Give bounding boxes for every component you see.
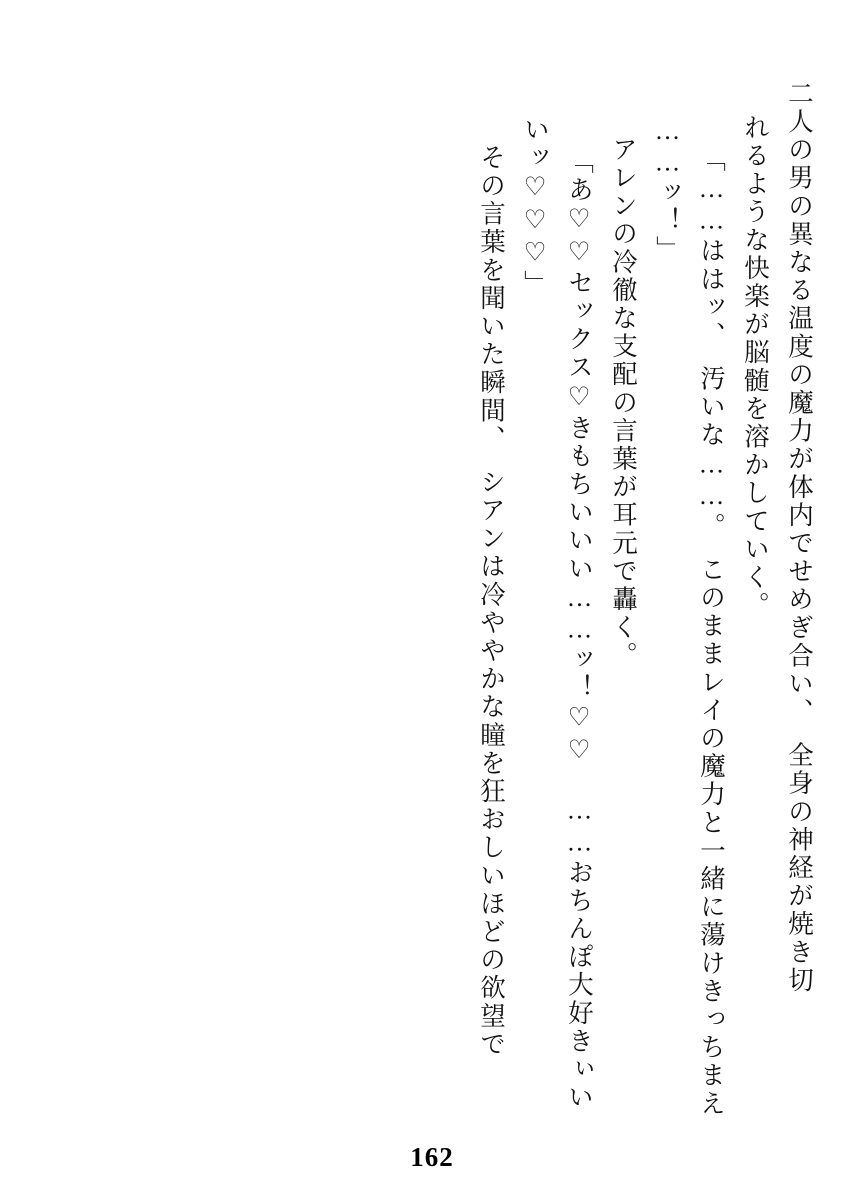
text-line: れるような快楽が脳髄を溶かしていく。 (741, 114, 770, 620)
vertical-text-body (52, 58, 812, 1118)
text-line: アレンの冷徹な支配の言葉が耳元で轟く。 (609, 136, 638, 670)
text-line: 「……ははッ、 汚いな……。 このままレイの魔力と一緒に蕩けきっちまえ (697, 146, 726, 1118)
text-line: ……ッ！」 (653, 116, 682, 264)
text-line: 「あ♡♡セックス♡きもちいいい……ッ！♡♡ ……おちんぽ大好きぃい (565, 148, 594, 1112)
text-line: 二人の男の異なる温度の魔力が体内でせめぎ合い、 全身の神経が焼き切 (785, 80, 814, 995)
text-line: いッ♡♡♡」 (521, 116, 550, 299)
text-line: その言葉を聞いた瞬間、 シアンは冷ややかな瞳を狂おしいほどの欲望で (477, 144, 506, 1059)
page-number: 162 (410, 1142, 454, 1172)
